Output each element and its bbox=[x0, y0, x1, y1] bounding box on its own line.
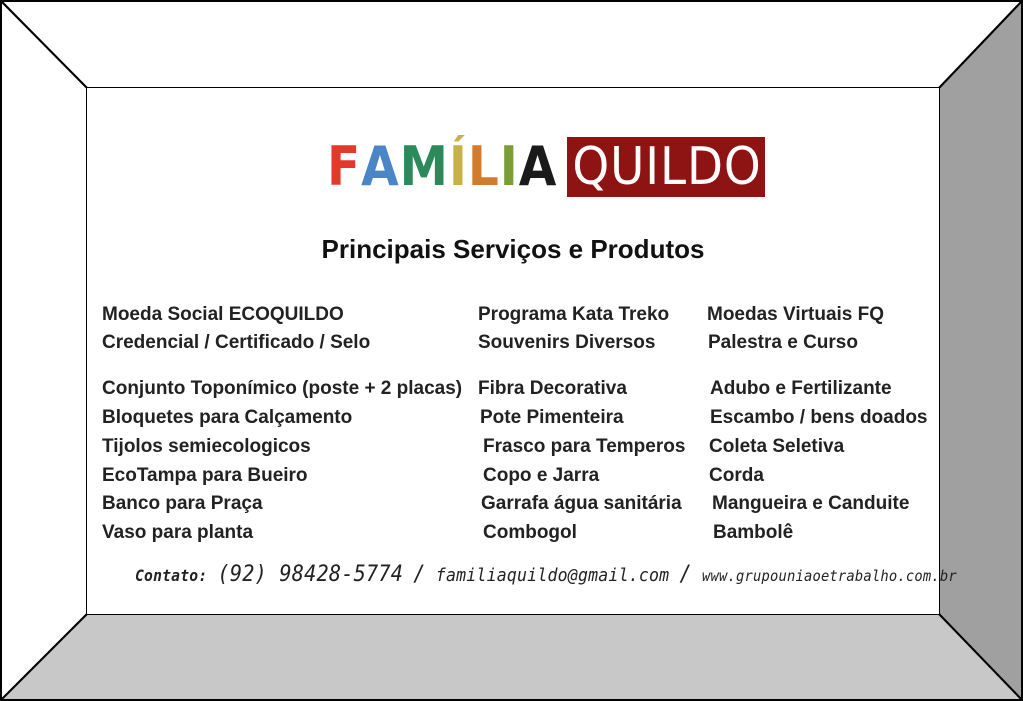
service-item: Fibra Decorativa bbox=[478, 378, 627, 399]
service-item: EcoTampa para Bueiro bbox=[102, 465, 308, 486]
frame-left-panel bbox=[1, 1, 87, 700]
service-item: Credencial / Certificado / Selo bbox=[102, 332, 371, 353]
contact-label: Contato: bbox=[135, 566, 208, 585]
contact-website: www.grupouniaoetrabalho.com.br bbox=[702, 567, 957, 585]
service-item: Coleta Seletiva bbox=[709, 436, 845, 457]
service-item: Garrafa água sanitária bbox=[481, 493, 682, 514]
page-title: Principais Serviços e Produtos bbox=[321, 234, 705, 264]
logo-letter: F bbox=[327, 135, 362, 198]
service-item: Copo e Jarra bbox=[483, 465, 600, 486]
service-item: Combogol bbox=[483, 522, 577, 543]
contact-email: familiaquildo@gmail.com bbox=[435, 565, 670, 586]
service-item: Bambolê bbox=[713, 522, 794, 543]
business-card bbox=[87, 88, 957, 614]
logo-letter: M bbox=[399, 135, 449, 198]
service-item: Escambo / bens doados bbox=[710, 407, 928, 428]
service-item: Frasco para Temperos bbox=[483, 436, 686, 457]
service-item: Moeda Social ECOQUILDO bbox=[102, 304, 344, 325]
service-item: Palestra e Curso bbox=[708, 332, 858, 353]
contact-separator: / bbox=[679, 562, 692, 587]
service-item: Programa Kata Treko bbox=[478, 304, 670, 325]
logo-letter: L bbox=[467, 135, 500, 198]
service-item: Banco para Praça bbox=[102, 493, 263, 514]
service-item: Adubo e Fertilizante bbox=[710, 378, 892, 399]
service-item: Mangueira e Canduite bbox=[712, 493, 910, 514]
frame-top-panel bbox=[1, 1, 1022, 88]
logo-letter: Í bbox=[448, 135, 468, 198]
service-item: Moedas Virtuais FQ bbox=[707, 304, 885, 325]
service-item: Pote Pimenteira bbox=[480, 407, 624, 428]
service-item: Bloquetes para Calçamento bbox=[102, 407, 353, 428]
contact-separator: / bbox=[413, 562, 426, 587]
service-item: Corda bbox=[709, 465, 764, 486]
service-item: Conjunto Toponímico (poste + 2 placas) bbox=[102, 378, 463, 399]
logo-letter: I bbox=[499, 135, 519, 198]
logo-letter: A bbox=[518, 135, 558, 198]
frame-bottom-panel bbox=[1, 614, 1022, 700]
logo-word-familia bbox=[327, 135, 558, 198]
logo-letter: A bbox=[361, 135, 400, 198]
logo bbox=[327, 136, 787, 198]
service-item: Souvenirs Diversos bbox=[478, 332, 656, 353]
contact-phone: (92) 98428-5774 bbox=[217, 562, 404, 587]
frame-right-panel bbox=[939, 1, 1022, 700]
logo-word-quildo: QUILDO bbox=[567, 137, 765, 197]
service-item: Vaso para planta bbox=[102, 522, 254, 543]
contact-line bbox=[135, 562, 957, 587]
service-item: Tijolos semiecologicos bbox=[102, 436, 311, 457]
